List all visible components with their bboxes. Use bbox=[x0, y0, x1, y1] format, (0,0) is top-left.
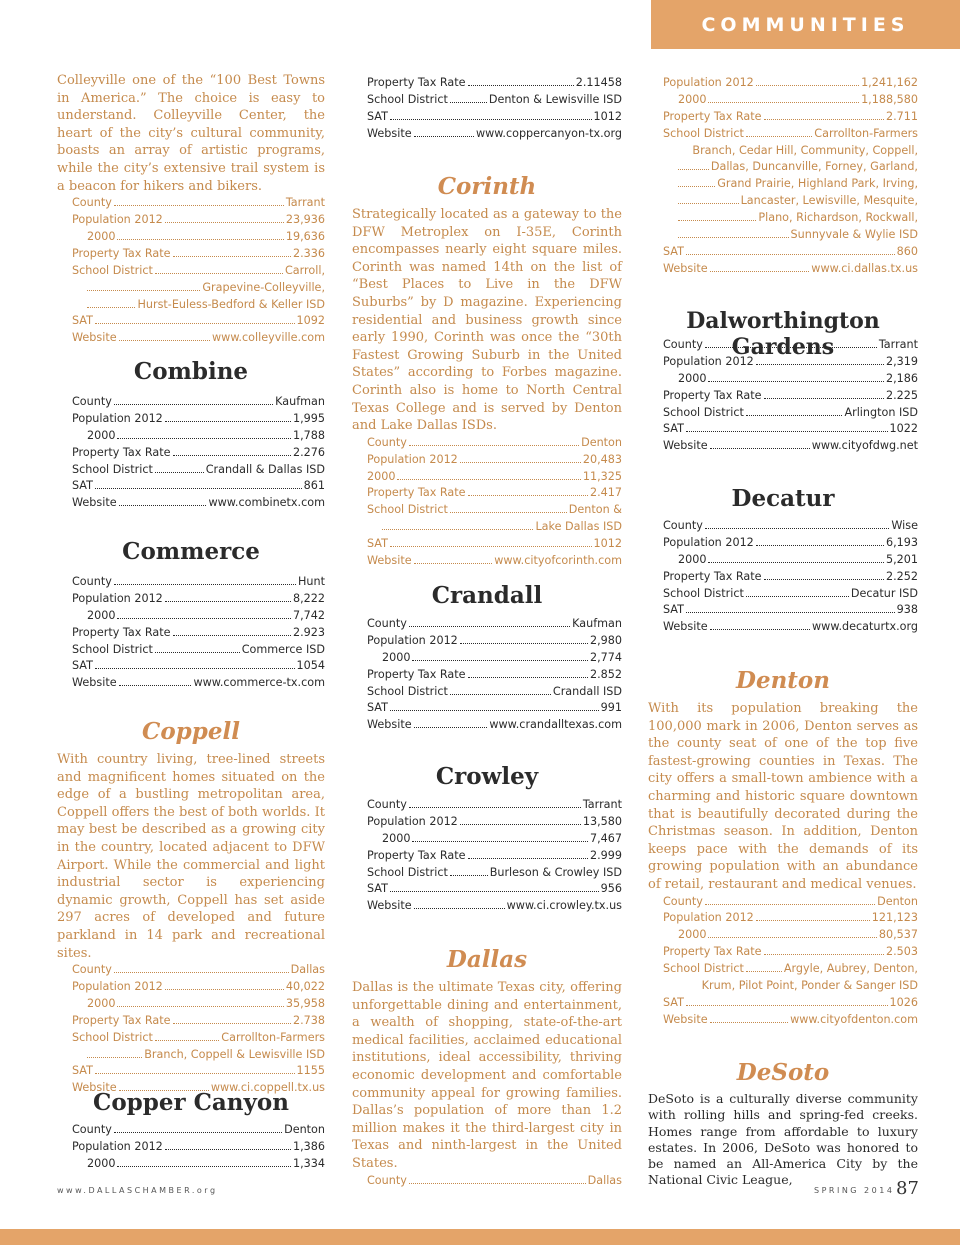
column-1 bbox=[57, 72, 325, 347]
stat-row: SAT 1026 bbox=[663, 995, 918, 1009]
denton-section bbox=[648, 667, 918, 1029]
desoto-intro: DeSoto is a culturally diverse community with rolling hills and spring-fed creeks. Homes range from affordable to luxury estates. In 2006, DeSoto was honored to be named an All-America City by the National Civic League, bbox=[648, 1091, 918, 1188]
stat-row: School District Burleson & Crowley ISD bbox=[367, 865, 622, 879]
crowley-section bbox=[352, 763, 622, 915]
stat-row: County Denton bbox=[72, 1123, 325, 1136]
stat-row: County Tarrant bbox=[663, 338, 918, 351]
stat-row-continued: Grand Prairie, Highland Park, Irving, bbox=[663, 176, 918, 193]
stat-row: Population 2012 20,483 bbox=[367, 452, 622, 466]
stat-row: School District Carrollton-Farmers bbox=[663, 126, 918, 140]
copper-canyon-section bbox=[57, 1089, 325, 1173]
stat-row: Property Tax Rate 2.923 bbox=[72, 625, 325, 639]
stat-row: Website www.ci.dallas.tx.us bbox=[663, 261, 918, 275]
stat-row: Property Tax Rate 2.225 bbox=[663, 388, 918, 402]
stat-row: 2000 7,467 bbox=[382, 831, 622, 845]
stat-row: Property Tax Rate 2.503 bbox=[663, 945, 918, 959]
stat-row: 2000 7,742 bbox=[87, 608, 325, 622]
stat-row: County Wise bbox=[663, 519, 918, 532]
desoto-section bbox=[648, 1059, 918, 1189]
stat-row: Property Tax Rate 2.999 bbox=[367, 848, 622, 862]
stat-row: SAT 938 bbox=[663, 603, 918, 617]
stat-row: 2000 19,636 bbox=[87, 229, 325, 243]
coppell-stats bbox=[57, 962, 325, 1097]
decatur-stats bbox=[648, 518, 918, 636]
colleyville-intro: Colleyville one of the “100 Best Towns in America.” The choice is easy to understand. Colleyville Center, the heart of the city’s cultural community, boasts an array of artistic programs, while the city’s extensive trail system is a beacon for hikers and bikers. bbox=[57, 73, 325, 194]
dalworthington-title: Dalworthington Gardens bbox=[686, 308, 880, 360]
stat-row: County Denton bbox=[663, 894, 918, 908]
stat-row: 2000 35,958 bbox=[87, 996, 325, 1010]
commerce-stats bbox=[57, 574, 325, 692]
dallas-section bbox=[352, 946, 622, 1189]
stat-row: SAT 956 bbox=[367, 882, 622, 896]
stat-row: 2000 1,188,580 bbox=[678, 92, 918, 106]
stat-row-continued: Krum, Pilot Point, Ponder & Sanger ISD bbox=[701, 978, 918, 992]
stat-row: SAT 1012 bbox=[367, 109, 622, 123]
dallas-continued bbox=[648, 75, 918, 278]
stat-row: County Dallas bbox=[367, 1173, 622, 1187]
stat-row: County Kaufman bbox=[367, 617, 622, 630]
stat-row: Population 2012 8,222 bbox=[72, 591, 325, 605]
stat-row: County Kaufman bbox=[72, 395, 325, 408]
stat-row: School District Carroll, bbox=[72, 263, 325, 277]
crandall-stats bbox=[352, 616, 622, 734]
stat-row-continued: Hurst-Euless-Bedford & Keller ISD bbox=[72, 297, 325, 314]
decatur-section bbox=[648, 485, 918, 636]
stat-row: Website www.coppercanyon-tx.org bbox=[367, 126, 622, 140]
copper-canyon-title: Copper Canyon bbox=[93, 1089, 289, 1116]
stat-row: School District Arlington ISD bbox=[663, 405, 918, 419]
stat-row: Population 2012 1,995 bbox=[72, 411, 325, 425]
stat-row: Website www.cityofdenton.com bbox=[663, 1012, 918, 1026]
stat-row-continued: Branch, Coppell & Lewisville ISD bbox=[72, 1047, 325, 1064]
stat-row: 2000 11,325 bbox=[367, 469, 622, 483]
stat-row-continued: Branch, Cedar Hill, Community, Coppell, bbox=[692, 143, 918, 157]
stat-row: Population 2012 2,980 bbox=[367, 633, 622, 647]
stat-row: Website www.colleyville.com bbox=[72, 331, 325, 345]
stat-row: SAT 860 bbox=[663, 244, 918, 258]
stat-row-continued: Sunnyvale & Wylie ISD bbox=[663, 227, 918, 244]
stat-row: 2000 1,334 bbox=[87, 1156, 325, 1170]
denton-title: Denton bbox=[736, 667, 830, 694]
copper-canyon-stats bbox=[57, 1122, 325, 1173]
corinth-stats bbox=[352, 435, 622, 570]
section-header-tab bbox=[651, 0, 960, 49]
denton-intro: With its population breaking the 100,000 mark in 2006, Denton serves as the county seat of one of the top five fastest-growing counties in Texas. The city offers a small-town ambience with a charming and historic square downtown that is beautifully decorated during the Christmas season. In addition, Denton keeps pace with the demands of its growing population with an abundance of retail, restaurant and medical venues. bbox=[648, 701, 918, 892]
stat-row: County Hunt bbox=[72, 575, 325, 588]
section-title: COMMUNITIES bbox=[701, 14, 910, 36]
stat-row: Website www.commerce-tx.com bbox=[72, 676, 325, 690]
stat-row: Property Tax Rate 2.417 bbox=[367, 486, 622, 500]
combine-section bbox=[57, 358, 325, 512]
stat-row: School District Denton & Lewisville ISD bbox=[367, 92, 622, 106]
stat-row-continued: Lake Dallas ISD bbox=[367, 519, 622, 536]
desoto-title: DeSoto bbox=[736, 1059, 830, 1086]
stat-row: Website www.ci.coppell.tx.us bbox=[72, 1081, 325, 1095]
stat-row-continued: Dallas, Duncanville, Forney, Garland, bbox=[663, 159, 918, 176]
denton-stats bbox=[648, 894, 918, 1029]
stat-row: County Tarrant bbox=[367, 798, 622, 811]
colleyville-stats bbox=[57, 195, 325, 347]
stat-row-continued: Lancaster, Lewisville, Mesquite, bbox=[663, 193, 918, 210]
dallas-stats bbox=[352, 1173, 622, 1190]
crowley-stats bbox=[352, 797, 622, 915]
corinth-section bbox=[352, 173, 622, 570]
page-number: 87 bbox=[896, 1178, 919, 1199]
stat-row: SAT 1092 bbox=[72, 314, 325, 328]
corinth-intro: Strategically located as a gateway to the DFW Metroplex on I-35E, Corinth encompasses nearly eight square miles. Corinth was named 14th on the list of “Best Places to Live in the DFW Suburbs” by D magazine. Experiencing residential and business growth since early 1990, Corinth was once the “30th Fastest Growing Suburb in the United States” according to Forbes magazine. Corinth also is home to North Central Texas College and is served by Denton and Lake Dallas ISDs. bbox=[352, 207, 622, 434]
stat-row: 2000 2,774 bbox=[382, 650, 622, 664]
stat-row-continued: Plano, Richardson, Rockwall, bbox=[663, 210, 918, 227]
coppell-intro: With country living, tree-lined streets and magnificent homes situated on the edge of a bustling metropolitan area, Coppell offers the best of both worlds. It may best be described as a growing city in the country, located adjacent to DFW Airport. While the commercial and light industrial sector is experiencing dynamic growth, Coppell has set aside 297 acres of developed and future parkland in 14 park and recreational sites. bbox=[57, 752, 325, 961]
coppell-section bbox=[57, 718, 325, 1097]
stat-row: Property Tax Rate 2.276 bbox=[72, 445, 325, 459]
stat-row: Population 2012 1,386 bbox=[72, 1139, 325, 1153]
combine-stats bbox=[57, 394, 325, 512]
stat-row: School District Carrollton-Farmers bbox=[72, 1030, 325, 1044]
footer-issue: SPRING 2014 bbox=[814, 1186, 895, 1195]
stat-row: Website www.ci.crowley.tx.us bbox=[367, 899, 622, 913]
stat-row: Population 2012 2,319 bbox=[663, 354, 918, 368]
stat-row: SAT 861 bbox=[72, 479, 325, 493]
corinth-title: Corinth bbox=[437, 173, 537, 200]
stat-row: SAT 1155 bbox=[72, 1064, 325, 1078]
stat-row: Property Tax Rate 2.11458 bbox=[367, 76, 622, 89]
stat-row-continued: Grapevine-Colleyville, bbox=[72, 280, 325, 297]
stat-row: 2000 2,186 bbox=[678, 371, 918, 385]
stat-row: School District Denton & bbox=[367, 503, 622, 517]
stat-row: SAT 991 bbox=[367, 701, 622, 715]
commerce-section bbox=[57, 538, 325, 692]
stat-row: County Dallas bbox=[72, 963, 325, 977]
stat-row: Website www.cityofdwg.net bbox=[663, 439, 918, 453]
stat-row: 2000 80,537 bbox=[678, 928, 918, 942]
stat-row: 2000 1,788 bbox=[87, 428, 325, 442]
bottom-accent-bar bbox=[0, 1229, 960, 1245]
stat-row: School District Crandall & Dallas ISD bbox=[72, 462, 325, 476]
stat-row: Property Tax Rate 2.252 bbox=[663, 569, 918, 583]
stat-row: Population 2012 121,123 bbox=[663, 911, 918, 925]
stat-row: SAT 1054 bbox=[72, 659, 325, 673]
stat-row: Population 2012 13,580 bbox=[367, 814, 622, 828]
coppell-title: Coppell bbox=[142, 718, 240, 745]
stat-row: Property Tax Rate 2.852 bbox=[367, 667, 622, 681]
stat-row: Website www.crandalltexas.com bbox=[367, 718, 622, 732]
copper-canyon-stats-cont bbox=[352, 75, 622, 143]
stat-row: School District Crandall ISD bbox=[367, 684, 622, 698]
stat-row: Property Tax Rate 2.711 bbox=[663, 109, 918, 123]
footer-site: www.DALLASCHAMBER.org bbox=[57, 1186, 218, 1195]
dalworthington-section bbox=[648, 308, 918, 455]
stat-row: SAT 1012 bbox=[367, 537, 622, 551]
stat-row: Population 2012 40,022 bbox=[72, 980, 325, 994]
dallas-stats-cont bbox=[648, 75, 918, 278]
decatur-title: Decatur bbox=[731, 485, 835, 512]
stat-row: SAT 1022 bbox=[663, 422, 918, 436]
stat-row: Website www.cityofcorinth.com bbox=[367, 553, 622, 567]
stat-row: Property Tax Rate 2.738 bbox=[72, 1013, 325, 1027]
combine-title: Combine bbox=[133, 358, 249, 385]
crowley-title: Crowley bbox=[435, 763, 539, 790]
stat-row: School District Decatur ISD bbox=[663, 586, 918, 600]
stat-row: School District Argyle, Aubrey, Denton, bbox=[663, 962, 918, 976]
copper-canyon-continued bbox=[352, 75, 622, 143]
stat-row: 2000 5,201 bbox=[678, 552, 918, 566]
stat-row: Population 2012 23,936 bbox=[72, 213, 325, 227]
dallas-intro: Dallas is the ultimate Texas city, offering unforgettable dining and entertainment, a wealth of shopping, state-of-the-art medical facilities, acclaimed educational institutions, ideal accessibility, thriving economic development and comfortable community appeal for growing families. Dallas’s population of more than 1.2 million makes it the third-largest city in Texas and ninth-largest in the United States. bbox=[352, 980, 622, 1171]
stat-row: Property Tax Rate 2.336 bbox=[72, 246, 325, 260]
crandall-section bbox=[352, 582, 622, 734]
stat-row: Website www.decaturtx.org bbox=[663, 620, 918, 634]
stat-row: Population 2012 1,241,162 bbox=[663, 76, 918, 89]
stat-row: County Tarrant bbox=[72, 196, 325, 210]
stat-row: County Denton bbox=[367, 435, 622, 449]
commerce-title: Commerce bbox=[122, 538, 260, 565]
stat-row: School District Commerce ISD bbox=[72, 642, 325, 656]
stat-row: Website www.combinetx.com bbox=[72, 496, 325, 510]
dallas-title: Dallas bbox=[446, 946, 528, 973]
crandall-title: Crandall bbox=[431, 582, 543, 609]
stat-row: Population 2012 6,193 bbox=[663, 535, 918, 549]
